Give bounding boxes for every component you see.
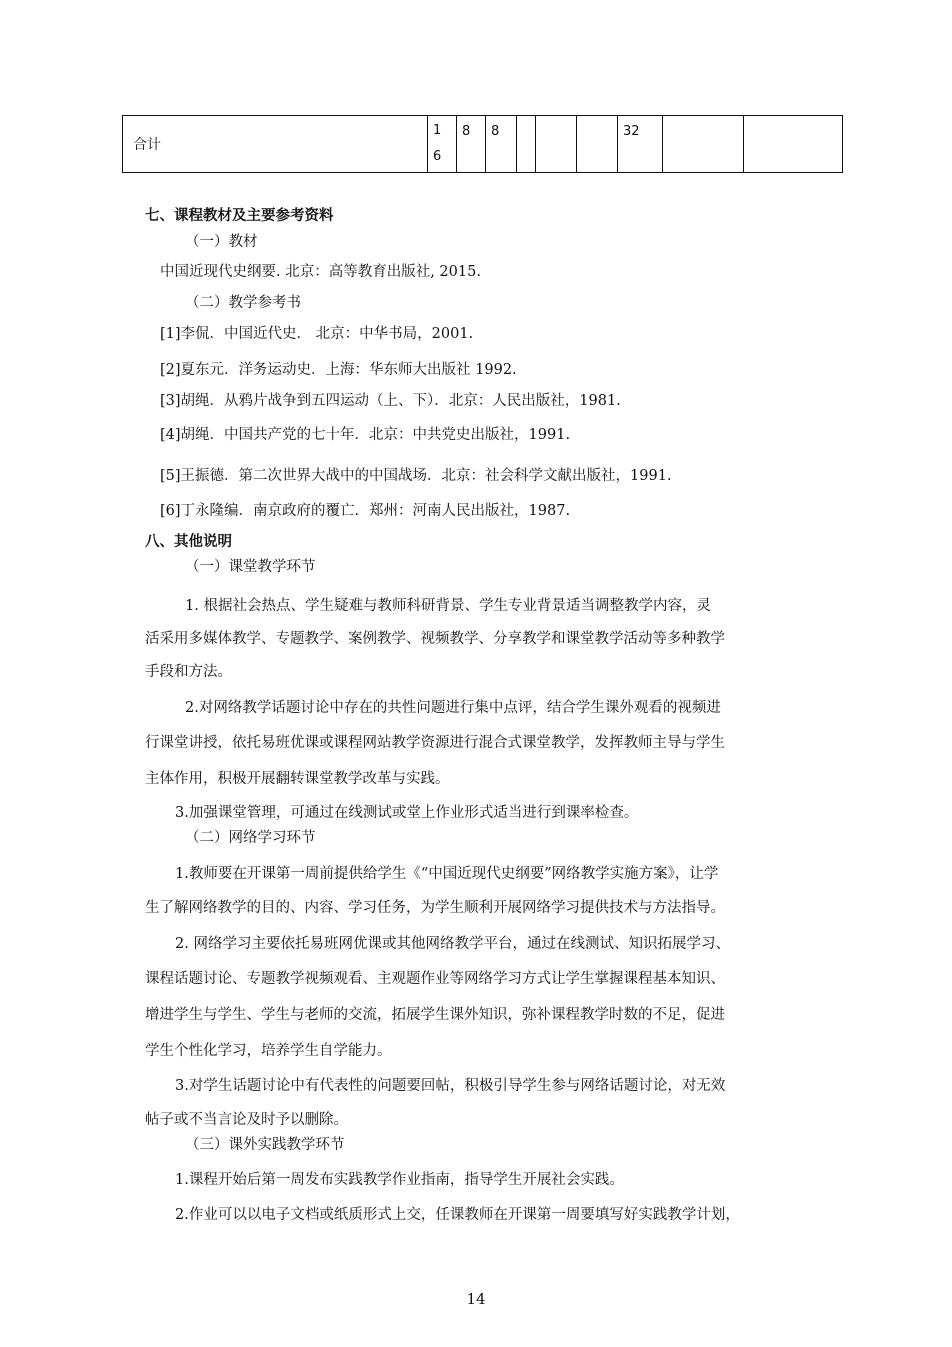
paragraph-line: 1.课程开始后第一周发布实践教学作业指南，指导学生开展社会实践。 — [175, 1172, 624, 1188]
paragraph-line: 增进学生与学生、学生与老师的交流，拓展学生课外知识，弥补课程教学时数的不足，促进 — [145, 1007, 725, 1023]
table-cell — [663, 116, 744, 173]
hours-total-table — [122, 115, 843, 173]
subheading-classroom: （一）课堂教学环节 — [185, 559, 316, 575]
table-cell — [744, 116, 843, 173]
textbook-entry: 中国近现代史纲要. 北京：高等教育出版社, 2015. — [160, 264, 481, 280]
reference-item: [4]胡绳．中国共产党的七十年．北京：中共党史出版社，1991. — [160, 427, 571, 443]
table-row — [123, 116, 843, 173]
reference-item: [2]夏东元．洋务运动史．上海：华东师大出版社 1992. — [160, 362, 517, 378]
paragraph-line: 手段和方法。 — [145, 664, 232, 680]
paragraph-line: 活采用多媒体教学、专题教学、案例教学、视频教学、分享教学和课堂教学活动等多种教学 — [145, 631, 725, 647]
page-number: 14 — [466, 1290, 486, 1308]
paragraph-line: 主体作用，积极开展翻转课堂教学改革与实践。 — [145, 771, 450, 787]
paragraph-line: 课程话题讨论、专题教学视频观看、主观题作业等网络学习方式让学生掌握课程基本知识、 — [145, 971, 725, 987]
paragraph-line: 学生个性化学习，培养学生自学能力。 — [145, 1043, 392, 1059]
reference-item: [3]胡绳．从鸦片战争到五四运动（上、下）．北京：人民出版社，1981. — [160, 393, 621, 409]
paragraph-line: 2.对网络教学话题讨论中存在的共性问题进行集中点评，结合学生课外观看的视频进 — [185, 700, 721, 716]
paragraph-line: 2.作业可以以电子文档或纸质形式上交，任课教师在开课第一周要填写好实践教学计划， — [175, 1207, 740, 1223]
table-cell: 32 — [618, 116, 663, 173]
subheading-references: （二）教学参考书 — [185, 295, 301, 311]
reference-item: [5]王振德．第二次世界大战中的中国战场．北京：社会科学文献出版社，1991. — [160, 468, 672, 484]
section-heading-7: 七、课程教材及主要参考资料 — [145, 208, 334, 224]
reference-item: [1]李侃．中国近代史． 北京：中华书局，2001. — [160, 326, 474, 342]
table-cell — [517, 116, 536, 173]
reference-item: [6]丁永隆编．南京政府的覆亡．郑州：河南人民出版社，1987. — [160, 503, 571, 519]
table-cell — [536, 116, 577, 173]
total-label-cell: 合计 — [123, 116, 428, 173]
subheading-textbook: （一）教材 — [185, 234, 258, 250]
paragraph-line: 行课堂讲授，依托易班优课或课程网站教学资源进行混合式课堂教学，发挥教师主导与学生 — [145, 735, 725, 751]
table-cell: 8 — [486, 116, 517, 173]
paragraph-line: 帖子或不当言论及时予以删除。 — [145, 1112, 348, 1128]
table-cell: 8 — [457, 116, 486, 173]
subheading-practice: （三）课外实践教学环节 — [185, 1137, 345, 1153]
section-heading-8: 八、其他说明 — [145, 534, 232, 550]
paragraph-line: 3.对学生话题讨论中有代表性的问题要回帖，积极引导学生参与网络话题讨论，对无效 — [175, 1078, 726, 1094]
paragraph-line: 2. 网络学习主要依托易班网优课或其他网络教学平台，通过在线测试、知识拓展学习、 — [175, 936, 730, 952]
paragraph-line: 3.加强课堂管理，可通过在线测试或堂上作业形式适当进行到课率检查。 — [175, 805, 639, 821]
table-cell — [577, 116, 618, 173]
paragraph-line: 1. 根据社会热点、学生疑难与教师科研背景、学生专业背景适当调整教学内容，灵 — [185, 598, 711, 614]
table-cell: 1 6 — [428, 116, 457, 173]
subheading-online: （二）网络学习环节 — [185, 830, 316, 846]
paragraph-line: 生了解网络教学的目的、内容、学习任务，为学生顺利开展网络学习提供技术与方法指导。 — [145, 900, 725, 916]
paragraph-line: 1.教师要在开课第一周前提供给学生《“中国近现代史纲要”网络教学实施方案》，让学 — [175, 866, 719, 882]
